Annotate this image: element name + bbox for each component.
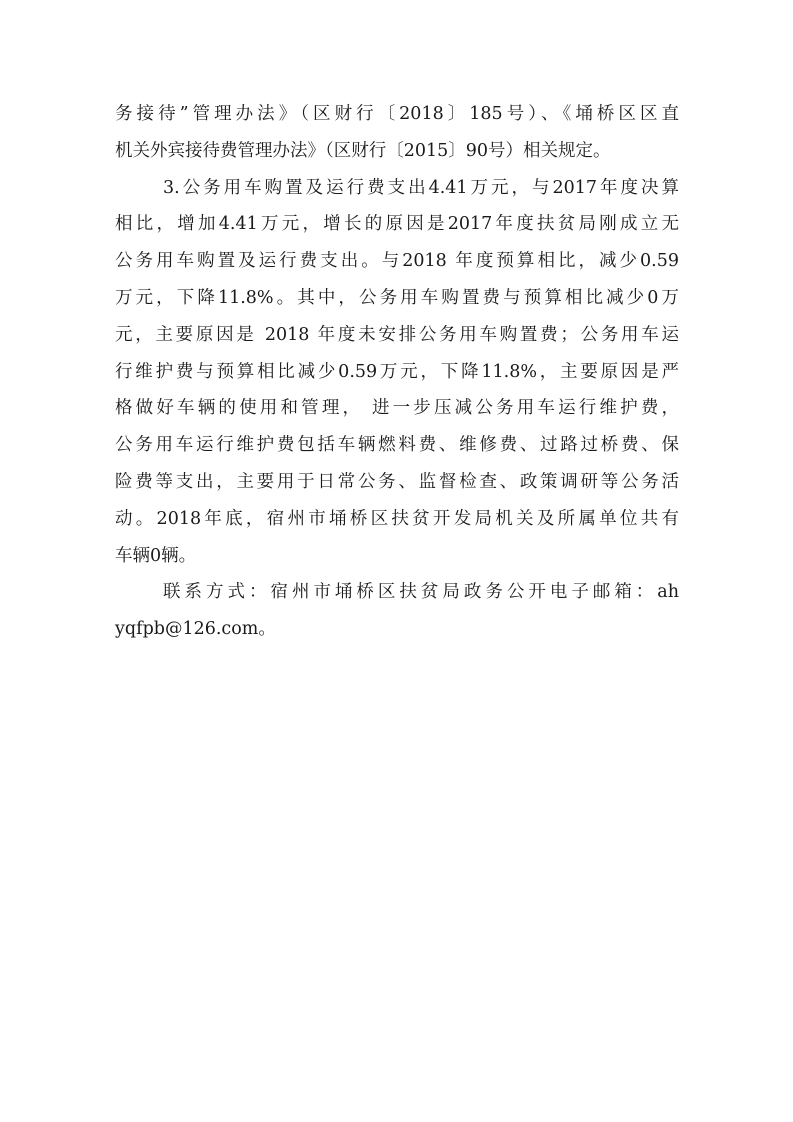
paragraph-contact [115,574,679,648]
text-line: 动。2018年底，宿州市埇桥区扶贫开发局机关及所属单位共有 [115,508,679,529]
text-line: 联系方式：宿州市埇桥区扶贫局政务公开电子邮箱：ah [163,582,679,603]
text-line: 3.公务用车购置及运行费支出4.41万元，与2017年度决算 [163,177,679,198]
text-line: 万元，下降11.8%。其中，公务用车购置费与预算相比减少0万 [115,287,679,308]
text-line: 相比，增加4.41万元，增长的原因是2017年度扶贫局刚成立无 [115,214,679,235]
text-line: 公务用车购置及运行费支出。与2018 年度预算相比，减少0.59 [115,251,679,272]
text-line: 格做好车辆的使用和管理， 进一步压减公务用车运行维护费， [115,398,679,419]
text-line: 公务用车运行维护费包括车辆燃料费、维修费、过路过桥费、保 [115,435,679,456]
paragraph-vehicle-expenses [115,170,679,575]
text-line: 机关外宾接待费管理办法》（区财行〔2015〕90号）相关规定。 [115,140,611,161]
contact-email: yqfpb@126.com。 [115,619,276,640]
text-line: 车辆0辆。 [115,545,197,566]
paragraph-regulations [115,96,679,170]
text-line: 险费等支出，主要用于日常公务、监督检查、政策调研等公务活 [115,471,679,492]
document-body [115,96,679,648]
text-line: 务接待”管理办法》（区财行〔2018〕185号）、《埇桥区区直 [115,104,679,124]
text-line: 行维护费与预算相比减少0.59万元，下降11.8%，主要原因是严 [115,361,679,382]
text-line: 元，主要原因是 2018 年度未安排公务用车购置费；公务用车运 [115,324,679,345]
